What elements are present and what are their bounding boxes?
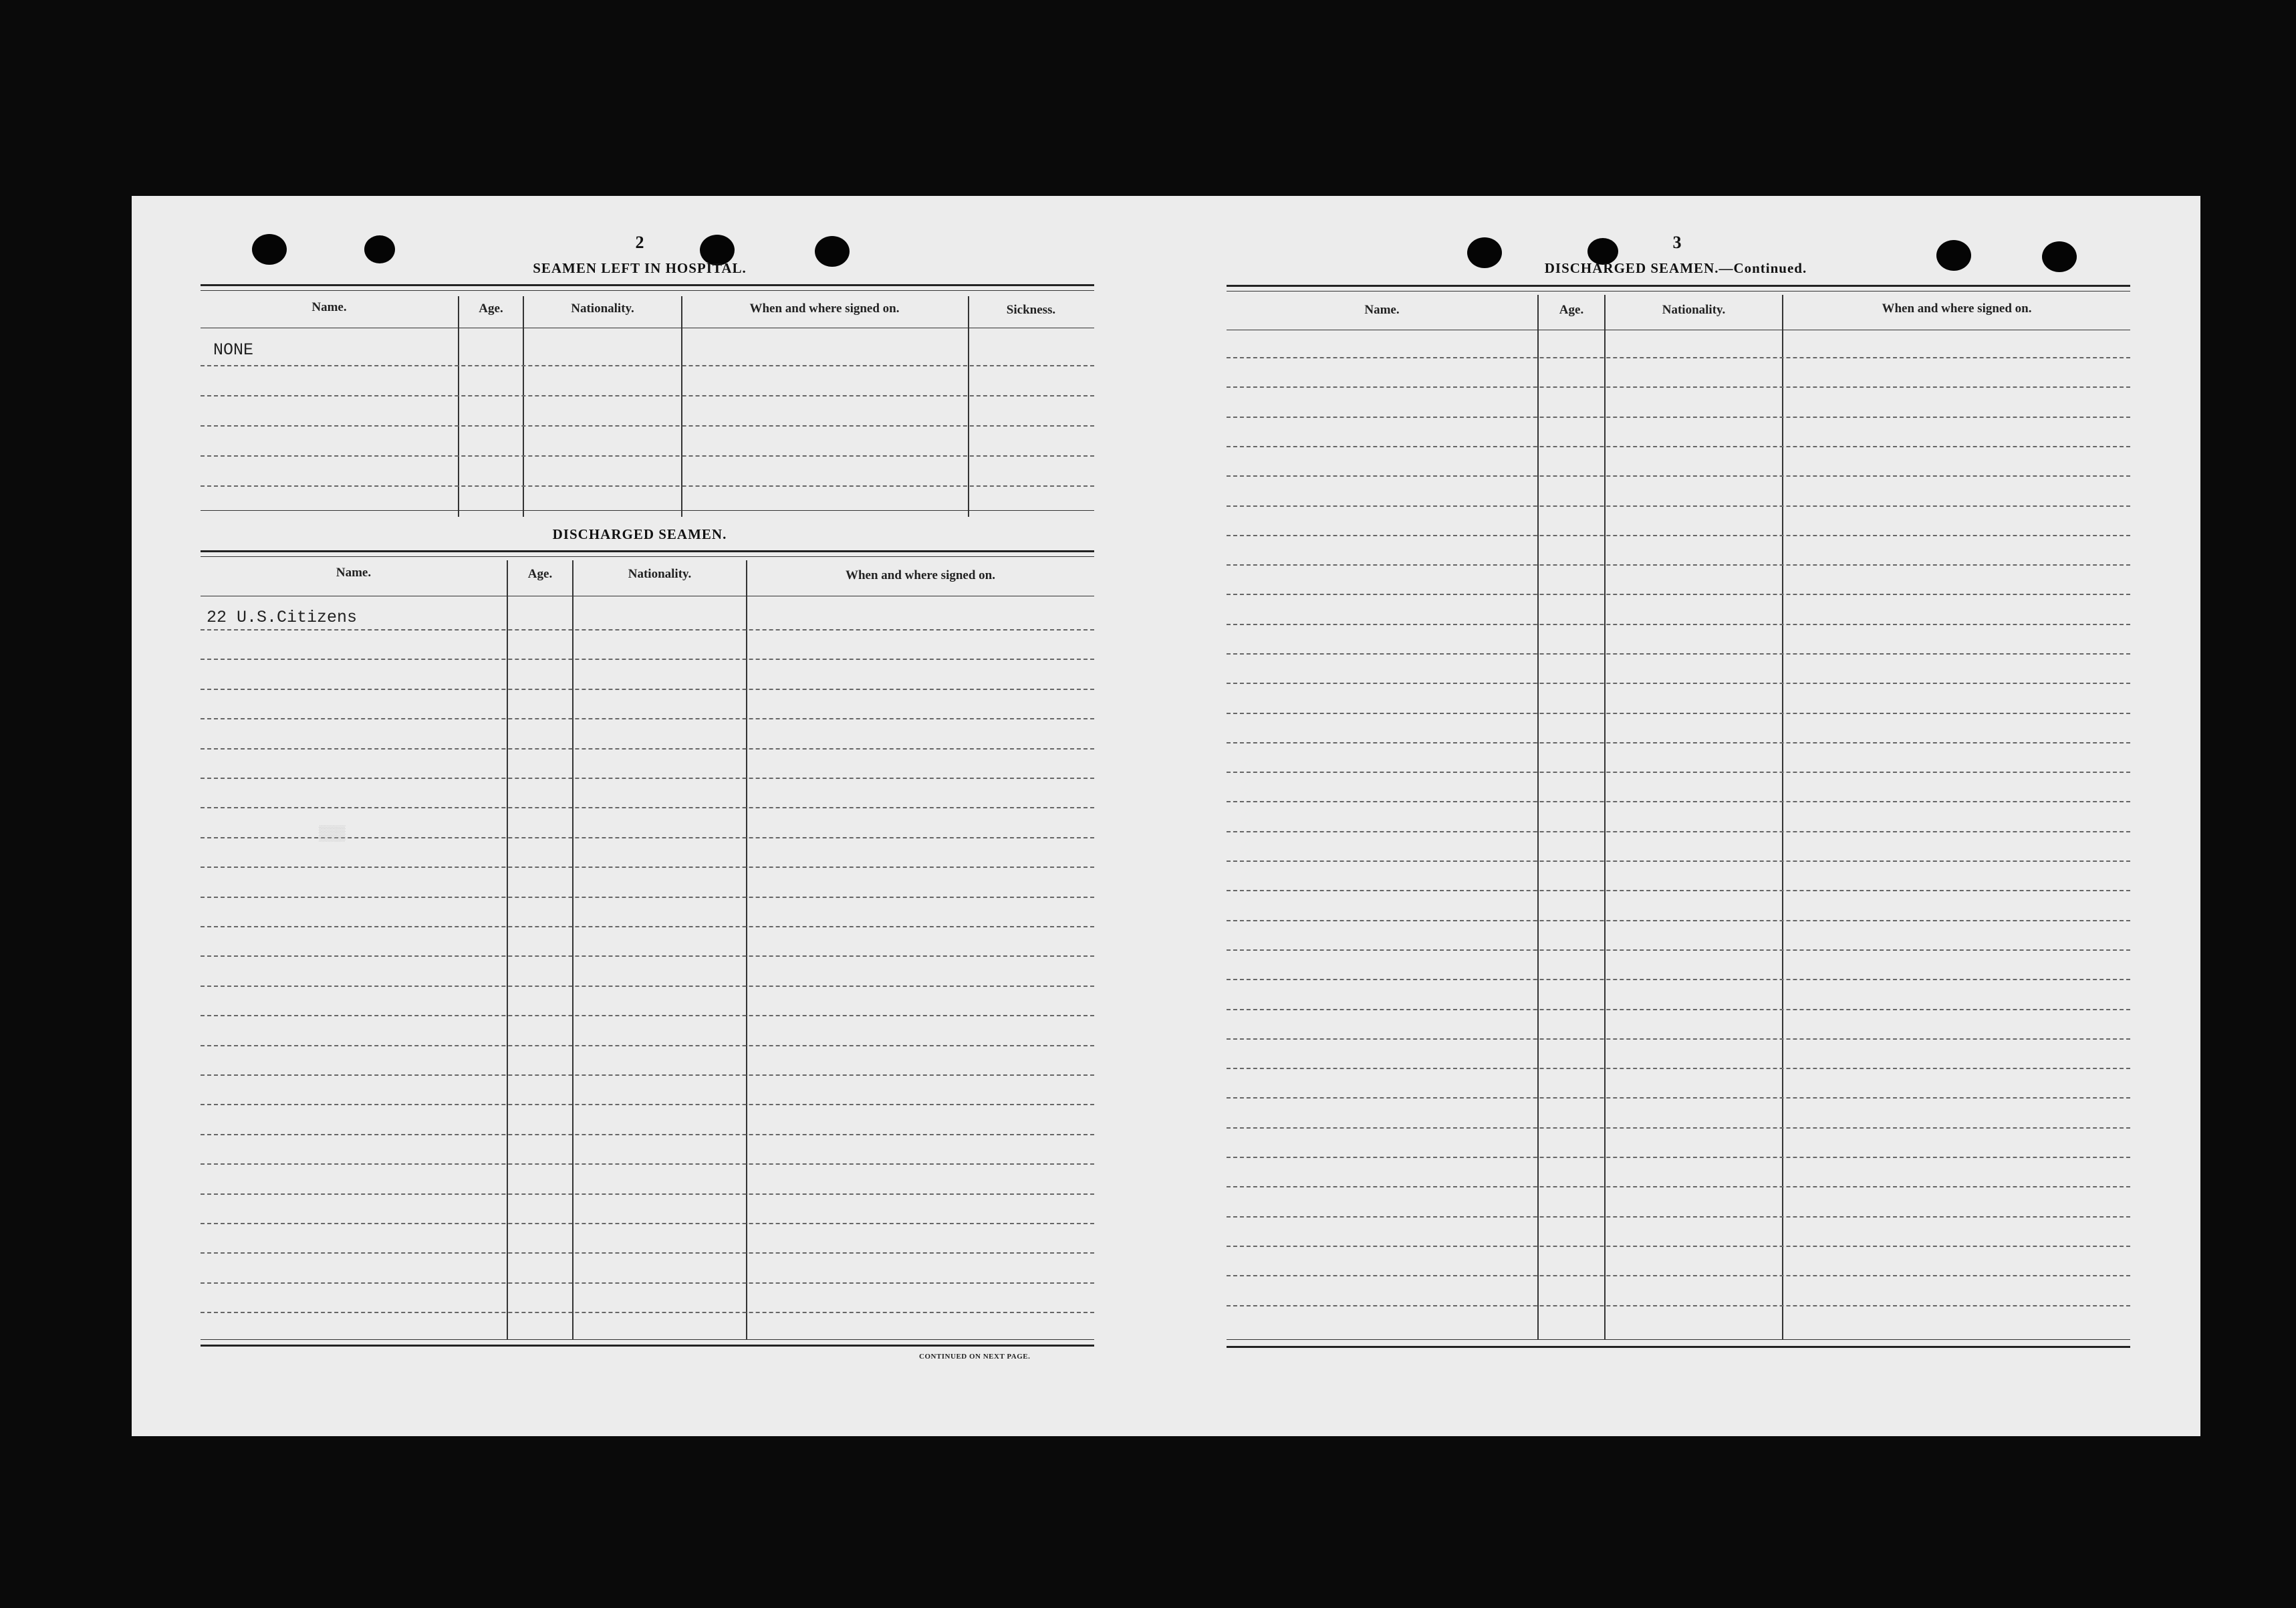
ledger-row-line xyxy=(1227,386,2130,388)
ledger-row-line xyxy=(201,629,1094,630)
ledger-row-line xyxy=(1227,1275,2130,1276)
ledger-row-line xyxy=(201,1134,1094,1135)
ledger-row-line xyxy=(1227,446,2130,447)
ledger-row-line xyxy=(1227,1038,2130,1040)
punch-hole xyxy=(815,236,850,267)
punch-hole xyxy=(252,234,287,265)
ledger-row-line xyxy=(1227,920,2130,921)
ledger-row-line xyxy=(1227,742,2130,743)
ledger-row-line xyxy=(201,1193,1094,1195)
ledger-row-line xyxy=(201,1252,1094,1254)
ledger-row-line xyxy=(201,689,1094,690)
ledger-row-line xyxy=(1227,475,2130,477)
ledger-row-line xyxy=(1227,653,2130,655)
ledger-row-line xyxy=(1227,1186,2130,1187)
hospital-section-title: SEAMEN LEFT IN HOSPITAL. xyxy=(533,260,747,276)
ledger-row-line xyxy=(1227,1216,2130,1218)
ledger-row-line xyxy=(1227,357,2130,358)
ledger-row-line xyxy=(1227,979,2130,980)
punch-hole xyxy=(1936,240,1971,271)
ledger-row-line xyxy=(1227,1246,2130,1247)
discharged-col-signed-on: When and where signed on. xyxy=(845,568,995,582)
ledger-row-line xyxy=(201,807,1094,808)
ledger-row-line xyxy=(201,867,1094,868)
ledger-row-line xyxy=(201,1223,1094,1224)
ledger-row-line xyxy=(201,1282,1094,1284)
ledger-paper xyxy=(132,196,2200,1436)
ledger-row-line xyxy=(201,986,1094,987)
punch-hole xyxy=(1467,237,1502,268)
ledger-row-line xyxy=(1227,949,2130,951)
discharged-col-name: Name. xyxy=(336,566,372,580)
ledger-row-line xyxy=(201,926,1094,927)
hospital-col-sickness: Sickness. xyxy=(1006,303,1056,317)
ledger-row-line xyxy=(1227,535,2130,536)
ledger-row-line xyxy=(1227,624,2130,625)
ledger-row-line xyxy=(1227,1009,2130,1010)
ledger-row-line xyxy=(1227,801,2130,802)
ledger-row-line xyxy=(1227,890,2130,891)
ledger-row-line xyxy=(201,955,1094,957)
ledger-row-line xyxy=(201,897,1094,898)
ledger-row-line xyxy=(201,748,1094,750)
hospital-col-signed-on: When and where signed on. xyxy=(749,302,900,316)
ledger-row-line xyxy=(1227,1127,2130,1129)
discharged-col-age: Age. xyxy=(527,567,553,581)
ledger-row-line xyxy=(1227,1305,2130,1306)
ledger-row-line xyxy=(201,1104,1094,1105)
ledger-row-line xyxy=(1227,772,2130,773)
continued-col-nationality: Nationality. xyxy=(1662,303,1726,317)
ledger-row-line xyxy=(1227,564,2130,566)
ledger-row-line xyxy=(1227,860,2130,862)
continued-col-name: Name. xyxy=(1364,303,1400,317)
ledger-row-line xyxy=(201,1045,1094,1046)
ledger-row-line xyxy=(1227,713,2130,714)
ledger-row-line xyxy=(1227,417,2130,418)
discharged-section-title: DISCHARGED SEAMEN. xyxy=(552,526,727,542)
ledger-row-line xyxy=(201,1312,1094,1313)
page-number-left: 2 xyxy=(635,233,644,252)
ledger-row-line xyxy=(1227,505,2130,507)
punch-hole xyxy=(364,235,395,263)
ledger-row-line xyxy=(1227,683,2130,684)
ledger-row-line xyxy=(201,1015,1094,1016)
ledger-row-line xyxy=(1227,594,2130,595)
discharged-continued-title: DISCHARGED SEAMEN.—Continued. xyxy=(1544,260,1807,276)
continued-footer: CONTINUED ON NEXT PAGE. xyxy=(919,1353,1031,1361)
bleed-through-mark: ▒▒▒ xyxy=(319,826,346,842)
ledger-row-line xyxy=(201,659,1094,660)
ledger-row-line xyxy=(1227,1157,2130,1158)
hospital-col-nationality: Nationality. xyxy=(571,302,634,316)
continued-col-signed-on: When and where signed on. xyxy=(1882,302,2032,316)
punch-hole xyxy=(2042,241,2077,272)
hospital-col-age: Age. xyxy=(479,302,503,316)
ledger-row-line xyxy=(1227,1097,2130,1099)
ledger-row-line xyxy=(201,1163,1094,1165)
ledger-row-line xyxy=(1227,831,2130,832)
continued-col-age: Age. xyxy=(1559,303,1584,317)
discharged-col-nationality: Nationality. xyxy=(628,567,692,581)
ledger-row-line xyxy=(1227,1068,2130,1069)
ledger-row-line xyxy=(201,1074,1094,1076)
ledger-row-line xyxy=(201,778,1094,779)
hospital-entry-name: NONE xyxy=(213,340,254,360)
ledger-row-line xyxy=(201,718,1094,719)
hospital-col-name: Name. xyxy=(311,300,347,314)
page-number-right: 3 xyxy=(1672,233,1682,252)
discharged-entry-name: 22 U.S.Citizens xyxy=(207,608,358,627)
